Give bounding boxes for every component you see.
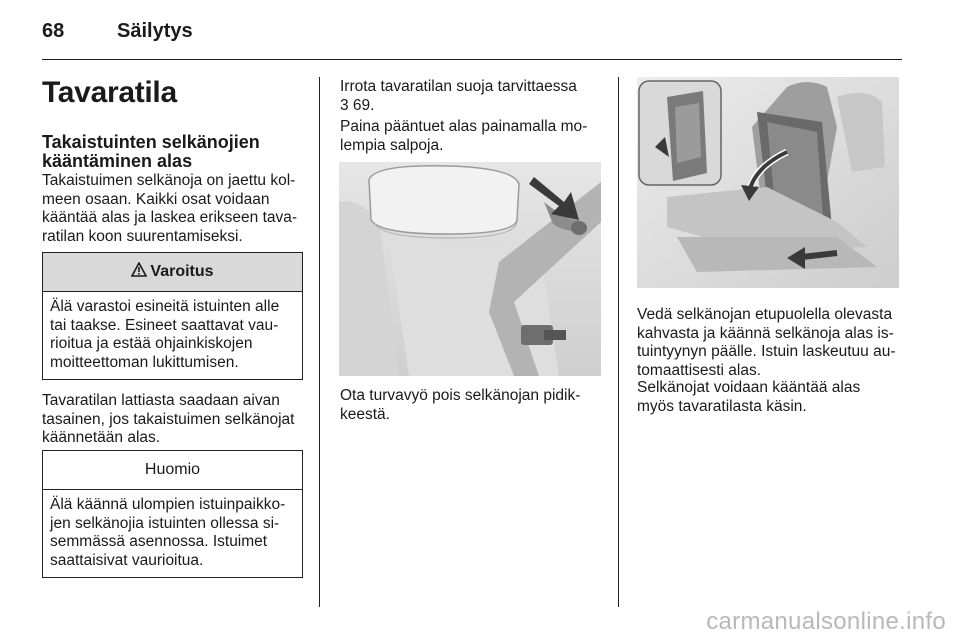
note-text: Älä käännä ulompien istuinpaikko-jen selkänojia istuinten ollessa si-semmässä asennossa. Istuimet saattaisivat vaurioitua.: [50, 496, 286, 569]
warning-box: [42, 252, 303, 380]
intro-paragraph: Takaistuimen selkänoja on jaettu kol-meen osaan. Kaikki osat voidaan kääntää alas ja laskea erikseen tava-ratilan koon suurentamiseksi.: [42, 172, 298, 245]
note-box: [42, 450, 303, 578]
warning-header: [43, 253, 302, 292]
footer-watermark: carmanualsonline.info: [706, 608, 946, 635]
column-divider: [618, 77, 619, 607]
press-headrests-paragraph: Paina pääntuet alas painamalla mo-lempia salpoja.: [340, 118, 588, 154]
seatback-fold-illustration: [637, 77, 899, 288]
column-divider: [319, 77, 320, 607]
note-title: Huomio: [144, 461, 201, 478]
header-divider: [42, 59, 902, 60]
page-heading: Tavaratila: [42, 76, 177, 109]
page-number: 68: [42, 20, 65, 42]
warning-title: Varoitus: [150, 263, 214, 280]
page-reference-link[interactable]: 3 69.: [340, 96, 375, 114]
pull-handle-paragraph: Vedä selkänojan etupuolella olevasta kahvasta ja käännä selkänoja alas is-tuintyynyn päälle. Istuin laskeutuu au-tomaattisesti alas.: [637, 306, 896, 379]
section-title: Säilytys: [117, 20, 193, 42]
note-header: [43, 451, 302, 490]
sub-heading: Takaistuinten selkänojien kääntäminen alas: [42, 132, 260, 171]
from-trunk-paragraph: Selkänojat voidaan kääntää alas myös tavaratilasta käsin.: [637, 379, 861, 415]
remove-cover-paragraph: [340, 78, 602, 115]
headrest-illustration: [339, 162, 601, 376]
warning-triangle-icon: [131, 262, 147, 282]
seatbelt-paragraph: Ota turvavyö pois selkänojan pidik-keestä.: [340, 387, 581, 423]
warning-text: Älä varastoi esineitä istuinten alle tai taakse. Esineet saattavat vau-rioitua ja estää ohjainkiskojen moitteettoman lukittumisen.: [50, 298, 280, 371]
floor-paragraph: Tavaratilan lattiasta saadaan aivan tasainen, jos takaistuimen selkänojat käännetään alas.: [42, 392, 295, 446]
remove-cover-text: Irrota tavaratilan suoja tarvittaessa: [340, 78, 577, 95]
